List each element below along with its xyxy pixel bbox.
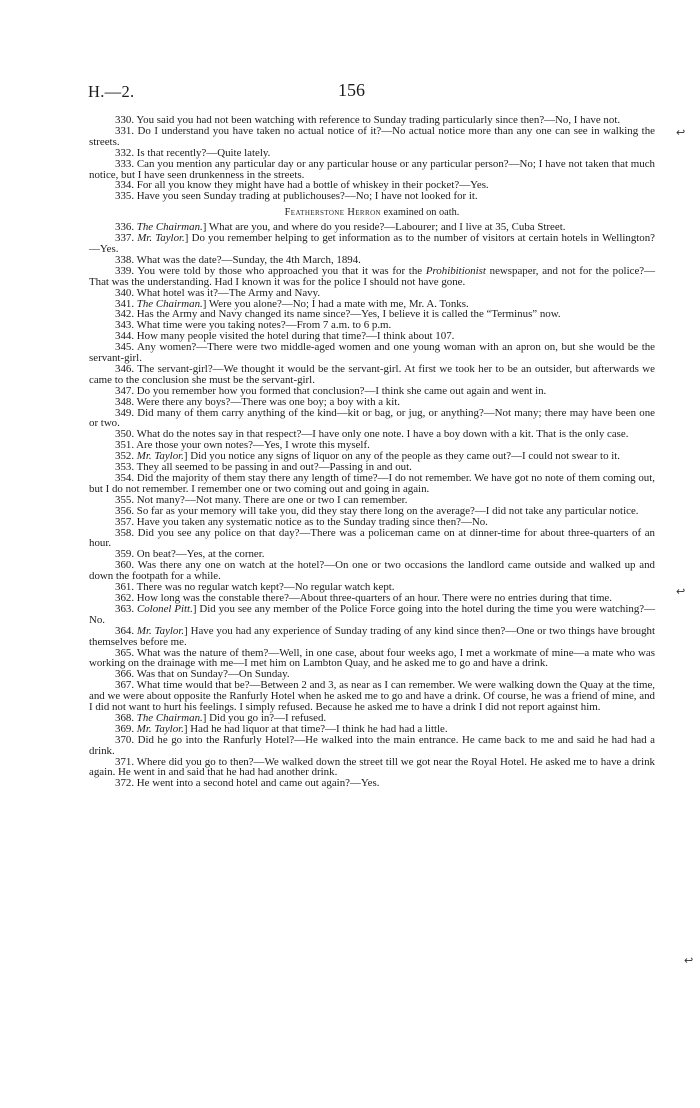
paragraph-text: 331. Do I understand you have taken no actual notice of it?—No actual notice more than any one can see in walking the streets. xyxy=(89,124,655,148)
paragraph-text: ] Were you alone?—No; I had a mate with me, Mr. A. Tonks. xyxy=(202,297,469,310)
paragraph-text: 332. Is that recently?—Quite lately. xyxy=(115,146,271,159)
testimony-paragraph xyxy=(89,757,655,779)
speaker-or-title: The Chairman. xyxy=(136,711,203,724)
paragraph-text: 372. He went into a second hotel and came out again?—Yes. xyxy=(115,777,380,790)
speaker-or-title: The Chairman. xyxy=(136,221,203,234)
paragraph-text: 335. Have you seen Sunday trading at publichouses?—No; I have not looked for it. xyxy=(115,190,478,203)
paragraph-text: 371. Where did you go to then?—We walked down the street till we got near the Royal Hotel. He asked me to have a drink again. He went in and said that he had had another drink. xyxy=(89,755,655,779)
testimony-paragraph xyxy=(89,266,655,288)
testimony-paragraph xyxy=(89,342,655,364)
paragraph-text: 362. How long was the constable there?—About three-quarters of an hour. There were no entries during that time. xyxy=(115,591,612,604)
paragraph-text: 339. You were told by those who approached you that it was for the xyxy=(115,264,426,277)
testimony-paragraph xyxy=(89,626,655,648)
paragraph-text: 337. xyxy=(115,232,138,245)
paragraph-text: 369. xyxy=(115,722,137,735)
testimony-paragraph xyxy=(89,735,655,757)
speaker-or-title: Colonel Pitt. xyxy=(136,602,193,615)
paragraph-text: 354. Did the majority of them stay there any length of time?—I do not remember. We have got no note of them coming out, but I do not remember. I remember one or two coming out and going in again. xyxy=(89,472,655,495)
testimony-paragraph xyxy=(89,778,655,789)
testimony-part-2 xyxy=(89,222,655,789)
testimony-paragraph xyxy=(89,560,655,582)
paragraph-text: 358. Did you see any police on that day?—There was a policeman came on at dinner-time for about three-quarters of an hour. xyxy=(89,526,655,550)
page-number: 156 xyxy=(338,80,365,100)
paragraph-text: 366. Was that on Sunday?—On Sunday. xyxy=(115,668,290,681)
testimony-paragraph xyxy=(89,159,655,181)
paragraph-text: 340. What hotel was it?—The Army and Navy. xyxy=(115,286,321,299)
paragraph-text: ] Did you notice any signs of liquor on any of the people as they came out?—I could not swear to it. xyxy=(183,450,621,463)
paragraph-text: 348. Were there any boys?—There was one boy; a boy with a kit. xyxy=(115,395,401,408)
paragraph-text: 370. Did he go into the Ranfurly Hotel?—He walked into the main entrance. He came back to me and said he had had a drink. xyxy=(89,733,655,757)
paragraph-text: 343. What time were you taking notes?—From 7 a.m. to 6 p.m. xyxy=(115,319,392,332)
paragraph-text: 342. Has the Army and Navy changed its name since?—Yes, I believe it is called the “Terminus” now. xyxy=(115,308,561,321)
paragraph-text: 334. For all you know they might have had a bottle of whiskey in their pocket?—Yes. xyxy=(115,179,489,192)
witness-heading xyxy=(89,208,655,219)
testimony-paragraph xyxy=(89,528,655,550)
testimony-paragraph xyxy=(89,233,655,255)
testimony-paragraph xyxy=(89,364,655,386)
paragraph-text: ] What are you, and where do you reside?—Labourer; and I live at 35, Cuba Street. xyxy=(202,221,566,234)
paragraph-text: 341. xyxy=(115,297,137,310)
witness-name: Featherstone Herron xyxy=(284,207,381,219)
testimony-paragraph xyxy=(89,408,655,430)
paragraph-text: 349. Did many of them carry anything of the kind—kit or bag, or jug, or anything?—Not many; there may have been one or two. xyxy=(89,406,655,430)
margin-mark-icon: ↩ xyxy=(676,126,686,139)
testimony-paragraph xyxy=(89,126,655,148)
paragraph-text: ] Had he had liquor at that time?—I think he had had a little. xyxy=(183,722,448,735)
paragraph-text: 365. What was the nature of them?—Well, in one case, about four weeks ago, I met a workmate of mine—a mate who was working on the drainage with me—I met him on Lambton Quay, and he asked me to go and have a drink. xyxy=(89,646,655,670)
paragraph-text: 361. There was no regular watch kept?—No regular watch kept. xyxy=(115,581,395,594)
margin-mark-icon: ↩ xyxy=(676,585,686,598)
paragraph-text: 367. What time would that be?—Between 2 and 3, as near as I can remember. We were walking down the Quay at the time, and we were about opposite the Ranfurly Hotel when he asked me to go and have a drink. Of course, he was a friend of mine, and I did not want to hurt his feelings. I simply refused. Because he asked me to have a drink I did not report against him. xyxy=(89,679,655,714)
page-header xyxy=(88,82,654,106)
speaker-or-title: Mr. Taylor. xyxy=(136,722,184,735)
paragraph-text: 355. Not many?—Not many. There are one or two I can remember. xyxy=(115,493,408,506)
speaker-or-title: The Chairman. xyxy=(136,297,203,310)
paragraph-text: 344. How many people visited the hotel during that time?—I think about 107. xyxy=(115,330,455,343)
paragraph-text: 346. The servant-girl?—We thought it would be the servant-girl. At first we took her to be an outsider, but afterwards we came to the conclusion she must be the servant-girl. xyxy=(89,362,655,386)
testimony-paragraph xyxy=(89,604,655,626)
paragraph-text: 360. Was there any one on watch at the hotel?—On one or two occasions the landlord came outside and walked up and down the footpath for a while. xyxy=(89,559,655,583)
paragraph-text: 368. xyxy=(115,711,137,724)
testimony-paragraph xyxy=(89,680,655,713)
paragraph-text: 333. Can you mention any particular day or any particular house or any particular person?—No; I have not taken that much notice, but I have seen drunkenness in the streets. xyxy=(89,157,655,181)
speaker-or-title: Prohibitionist xyxy=(425,264,486,277)
testimony-part-1 xyxy=(89,115,655,202)
paragraph-text: 359. On beat?—Yes, at the corner. xyxy=(115,548,265,561)
paragraph-text: 352. xyxy=(115,450,137,463)
margin-mark-icon: ↩ xyxy=(684,954,694,967)
testimony-paragraph xyxy=(89,191,655,202)
paragraph-text: 347. Do you remember how you formed that conclusion?—I think she came out again and went in. xyxy=(115,384,547,397)
witness-heading-suffix: examined on oath. xyxy=(380,207,460,219)
paragraph-text: 336. xyxy=(115,221,137,234)
paragraph-text: 350. What do the notes say in that respect?—I have only one note. I have a boy down with a kit. That is the only case. xyxy=(115,428,629,441)
speaker-or-title: Mr. Taylor. xyxy=(137,232,185,245)
paragraph-text: 357. Have you taken any systematic notice as to the Sunday trading since then?—No. xyxy=(115,515,488,528)
paragraph-text: newspaper, and not for the police?—That was the understanding. Had I known it was for the police I should not have gone. xyxy=(89,264,655,288)
paragraph-text: ] Did you see any member of the Police Force going into the hotel during the time you were watching?—No. xyxy=(89,602,655,626)
paragraph-text: 353. They all seemed to be passing in and out?—Passing in and out. xyxy=(115,461,412,474)
paragraph-text: 330. You said you had not been watching with reference to Sunday trading particularly since then?—No, I have not. xyxy=(115,114,621,126)
paragraph-text: ] Did you go in?—I refused. xyxy=(202,711,327,724)
speaker-or-title: Mr. Taylor. xyxy=(136,450,184,463)
speaker-or-title: Mr. Taylor. xyxy=(136,624,185,637)
paragraph-text: ] Have you had any experience of Sunday trading of any kind since then?—One or two things have brought themselves before me. xyxy=(89,624,656,648)
paragraph-text: 351. Are those your own notes?—Yes, I wrote this myself. xyxy=(115,439,370,452)
testimony-paragraph xyxy=(89,648,655,670)
paragraph-text: 363. xyxy=(115,602,137,615)
paragraph-text: 356. So far as your memory will take you, did they stay there long on the average?—I did not take any particular notice. xyxy=(115,504,639,517)
testimony-paragraph xyxy=(89,473,655,495)
paragraph-text: 364. xyxy=(115,624,137,637)
document-code: H.—2. xyxy=(88,82,135,101)
paragraph-text: 338. What was the date?—Sunday, the 4th March, 1894. xyxy=(115,253,361,266)
testimony-body xyxy=(89,115,655,789)
paragraph-text: 345. Any women?—There were two middle-aged women and one young woman with an apron on, but she would be the servant-girl. xyxy=(89,341,655,365)
paragraph-text: ] Do you remember helping to get information as to the number of visitors at certain hotels in Wellington?—Yes. xyxy=(89,232,656,255)
